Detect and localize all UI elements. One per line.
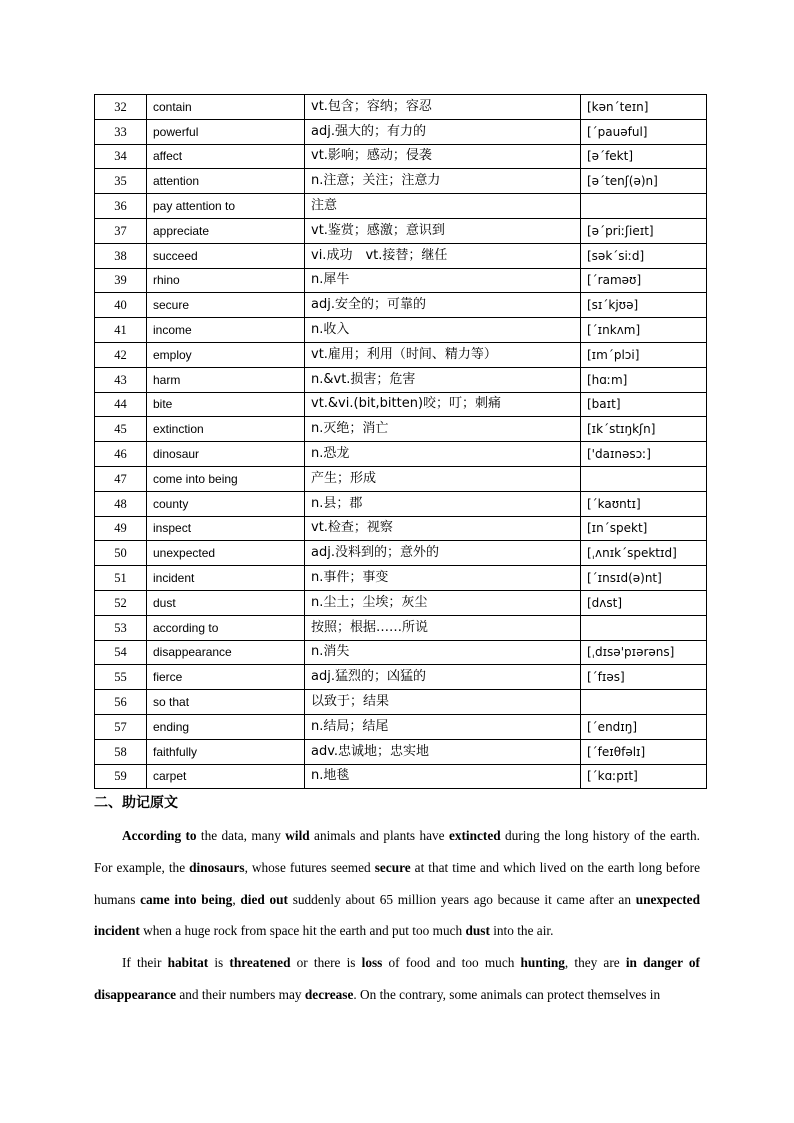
word-cell: employ xyxy=(147,342,305,367)
key-term: extincted xyxy=(448,828,501,843)
meaning-cell: vt.雇用；利用（时间、精力等） xyxy=(305,342,581,367)
table-row xyxy=(95,665,707,690)
row-number: 40 xyxy=(95,293,147,318)
word-cell: fierce xyxy=(147,665,305,690)
phonetic-cell: [ˌdɪsə'pɪərəns] xyxy=(581,640,707,665)
row-number: 43 xyxy=(95,367,147,392)
passage-text: animals and plants have xyxy=(309,828,449,843)
row-number: 57 xyxy=(95,714,147,739)
meaning-cell: adj.没料到的；意外的 xyxy=(305,541,581,566)
meaning-cell: n.结局；结尾 xyxy=(305,714,581,739)
meaning-cell: vt.检查；视察 xyxy=(305,516,581,541)
word-cell: succeed xyxy=(147,243,305,268)
meaning-cell: n.收入 xyxy=(305,318,581,343)
passage-text: of food and too much xyxy=(382,955,521,971)
phonetic-cell: [ˌʌnɪk΄spektɪd] xyxy=(581,541,707,566)
phonetic-cell: [΄feɪθfəlɪ] xyxy=(581,739,707,764)
table-row xyxy=(95,144,707,169)
phonetic-cell xyxy=(581,615,707,640)
row-number: 37 xyxy=(95,218,147,243)
table-row xyxy=(95,417,707,442)
row-number: 51 xyxy=(95,566,147,591)
key-term: came into being xyxy=(140,891,233,907)
word-cell: disappearance xyxy=(147,640,305,665)
row-number: 55 xyxy=(95,665,147,690)
meaning-cell: adv.忠诚地；忠实地 xyxy=(305,739,581,764)
passage-text: , whose futures seemed xyxy=(244,859,375,875)
key-term: dust xyxy=(465,923,490,939)
phonetic-cell: [dʌst] xyxy=(581,590,707,615)
phonetic-cell: [΄kɑːpɪt] xyxy=(581,764,707,789)
row-number: 54 xyxy=(95,640,147,665)
word-cell: inspect xyxy=(147,516,305,541)
word-cell: appreciate xyxy=(147,218,305,243)
table-row xyxy=(95,442,707,467)
word-cell: come into being xyxy=(147,466,305,491)
word-cell: rhino xyxy=(147,268,305,293)
meaning-cell: 产生；形成 xyxy=(305,466,581,491)
row-number: 35 xyxy=(95,169,147,194)
table-row xyxy=(95,640,707,665)
passage-text: into the air. xyxy=(489,923,554,939)
word-cell: dust xyxy=(147,590,305,615)
phonetic-cell: [΄endɪŋ] xyxy=(581,714,707,739)
table-row xyxy=(95,615,707,640)
row-number: 48 xyxy=(95,491,147,516)
row-number: 39 xyxy=(95,268,147,293)
word-cell: pay attention to xyxy=(147,194,305,219)
table-row xyxy=(95,690,707,715)
word-cell: contain xyxy=(147,95,305,120)
row-number: 44 xyxy=(95,392,147,417)
word-cell: carpet xyxy=(147,764,305,789)
row-number: 34 xyxy=(95,144,147,169)
row-number: 42 xyxy=(95,342,147,367)
mnemonic-passage xyxy=(94,820,700,1011)
phonetic-cell: [΄ɪnsɪd(ə)nt] xyxy=(581,566,707,591)
passage-text: suddenly about 65 million years ago because it came after an xyxy=(287,891,636,907)
phonetic-cell: [ɪk΄stɪŋkʃn] xyxy=(581,417,707,442)
meaning-cell: vi.成功 vt.接替；继任 xyxy=(305,243,581,268)
meaning-cell: n.事件；事变 xyxy=(305,566,581,591)
meaning-cell: 以致于；结果 xyxy=(305,690,581,715)
row-number: 56 xyxy=(95,690,147,715)
phonetic-cell: ['daɪnəsɔː] xyxy=(581,442,707,467)
phonetic-cell: [ɪm΄plɔi] xyxy=(581,342,707,367)
phonetic-cell: [hɑːm] xyxy=(581,367,707,392)
table-row xyxy=(95,714,707,739)
phonetic-cell: [ɪn΄spekt] xyxy=(581,516,707,541)
table-row xyxy=(95,268,707,293)
word-cell: dinosaur xyxy=(147,442,305,467)
word-cell: according to xyxy=(147,615,305,640)
meaning-cell: n.注意；关注；注意力 xyxy=(305,169,581,194)
vocabulary-table xyxy=(94,94,707,789)
passage-text: or there is xyxy=(290,955,362,971)
key-term: died out xyxy=(240,891,288,907)
key-term: decrease xyxy=(304,986,354,1002)
phonetic-cell: [kən΄teɪn] xyxy=(581,95,707,120)
meaning-cell: n.恐龙 xyxy=(305,442,581,467)
phonetic-cell: [΄pauəful] xyxy=(581,119,707,144)
key-term: wild xyxy=(285,828,310,843)
passage-text: and their numbers may xyxy=(176,986,305,1002)
word-cell: bite xyxy=(147,392,305,417)
row-number: 53 xyxy=(95,615,147,640)
vocabulary-table-body xyxy=(95,95,707,789)
meaning-cell: vt.&vi.(bit,bitten)咬；叮；刺痛 xyxy=(305,392,581,417)
table-row xyxy=(95,194,707,219)
phonetic-cell xyxy=(581,690,707,715)
meaning-cell: vt.包含；容纳；容忍 xyxy=(305,95,581,120)
row-number: 41 xyxy=(95,318,147,343)
meaning-cell: vt.影响；感动；侵袭 xyxy=(305,144,581,169)
phonetic-cell: [ə΄fekt] xyxy=(581,144,707,169)
meaning-cell: n.县；郡 xyxy=(305,491,581,516)
row-number: 52 xyxy=(95,590,147,615)
meaning-cell: 注意 xyxy=(305,194,581,219)
meaning-cell: n.&vt.损害；危害 xyxy=(305,367,581,392)
row-number: 50 xyxy=(95,541,147,566)
passage-text: during the long history of the earth. For example, the xyxy=(94,828,700,875)
table-row xyxy=(95,243,707,268)
table-row xyxy=(95,293,707,318)
key-term: According to xyxy=(122,828,197,843)
meaning-cell: adj.强大的；有力的 xyxy=(305,119,581,144)
passage-text: the data, many xyxy=(196,828,286,843)
word-cell: ending xyxy=(147,714,305,739)
phonetic-cell xyxy=(581,466,707,491)
row-number: 33 xyxy=(95,119,147,144)
row-number: 32 xyxy=(95,95,147,120)
phonetic-cell: [baɪt] xyxy=(581,392,707,417)
table-row xyxy=(95,218,707,243)
table-row xyxy=(95,342,707,367)
table-row xyxy=(95,764,707,789)
row-number: 59 xyxy=(95,764,147,789)
word-cell: extinction xyxy=(147,417,305,442)
passage-text: is xyxy=(208,955,230,971)
table-row xyxy=(95,739,707,764)
row-number: 58 xyxy=(95,739,147,764)
key-term: in danger of disappearance xyxy=(94,955,700,1002)
phonetic-cell: [΄kaʊntɪ] xyxy=(581,491,707,516)
meaning-cell: n.灭绝；消亡 xyxy=(305,417,581,442)
phonetic-cell: [΄ɪnkʌm] xyxy=(581,318,707,343)
passage-text: at that time and which lived on the earth long before humans xyxy=(94,859,700,907)
table-row xyxy=(95,392,707,417)
table-row xyxy=(95,541,707,566)
table-row xyxy=(95,119,707,144)
row-number: 46 xyxy=(95,442,147,467)
passage-text: , xyxy=(232,891,241,907)
table-row xyxy=(95,466,707,491)
passage-paragraph xyxy=(94,947,700,1011)
passage-text: when a huge rock from space hit the earth and put too much xyxy=(139,923,466,939)
passage-text: , they are xyxy=(564,955,626,971)
meaning-cell: n.尘土；尘埃；灰尘 xyxy=(305,590,581,615)
key-term: dinosaurs xyxy=(189,859,245,875)
table-row xyxy=(95,590,707,615)
table-row xyxy=(95,367,707,392)
meaning-cell: adj.安全的；可靠的 xyxy=(305,293,581,318)
phonetic-cell: [ə΄tenʃ(ə)n] xyxy=(581,169,707,194)
word-cell: income xyxy=(147,318,305,343)
meaning-cell: adj.猛烈的；凶猛的 xyxy=(305,665,581,690)
passage-paragraph xyxy=(94,820,700,947)
table-row xyxy=(95,516,707,541)
phonetic-cell xyxy=(581,194,707,219)
word-cell: incident xyxy=(147,566,305,591)
phonetic-cell: [ə΄priːʃieɪt] xyxy=(581,218,707,243)
key-term: hunting xyxy=(520,955,565,971)
key-term: loss xyxy=(361,955,383,971)
passage-text: . On the contrary, some animals can protect themselves in xyxy=(353,986,661,1002)
table-row xyxy=(95,566,707,591)
row-number: 36 xyxy=(95,194,147,219)
row-number: 38 xyxy=(95,243,147,268)
meaning-cell: vt.鉴赏；感激；意识到 xyxy=(305,218,581,243)
phonetic-cell: [sɪ΄kjʊə] xyxy=(581,293,707,318)
meaning-cell: 按照；根据……所说 xyxy=(305,615,581,640)
word-cell: affect xyxy=(147,144,305,169)
word-cell: unexpected xyxy=(147,541,305,566)
row-number: 49 xyxy=(95,516,147,541)
word-cell: county xyxy=(147,491,305,516)
key-term: unexpected incident xyxy=(94,891,700,939)
key-term: secure xyxy=(374,859,411,875)
phonetic-cell: [sək΄siːd] xyxy=(581,243,707,268)
table-row xyxy=(95,318,707,343)
phonetic-cell: [΄fɪəs] xyxy=(581,665,707,690)
word-cell: attention xyxy=(147,169,305,194)
row-number: 47 xyxy=(95,466,147,491)
word-cell: faithfully xyxy=(147,739,305,764)
phonetic-cell: [΄raməʊ] xyxy=(581,268,707,293)
meaning-cell: n.消失 xyxy=(305,640,581,665)
row-number: 45 xyxy=(95,417,147,442)
table-row xyxy=(95,169,707,194)
meaning-cell: n.犀牛 xyxy=(305,268,581,293)
word-cell: secure xyxy=(147,293,305,318)
key-term: threatened xyxy=(229,955,291,971)
word-cell: so that xyxy=(147,690,305,715)
key-term: habitat xyxy=(167,955,209,971)
word-cell: harm xyxy=(147,367,305,392)
table-row xyxy=(95,95,707,120)
passage-text: If their xyxy=(122,955,168,971)
table-row xyxy=(95,491,707,516)
meaning-cell: n.地毯 xyxy=(305,764,581,789)
section-title: 二、助记原文 xyxy=(94,795,178,811)
word-cell: powerful xyxy=(147,119,305,144)
